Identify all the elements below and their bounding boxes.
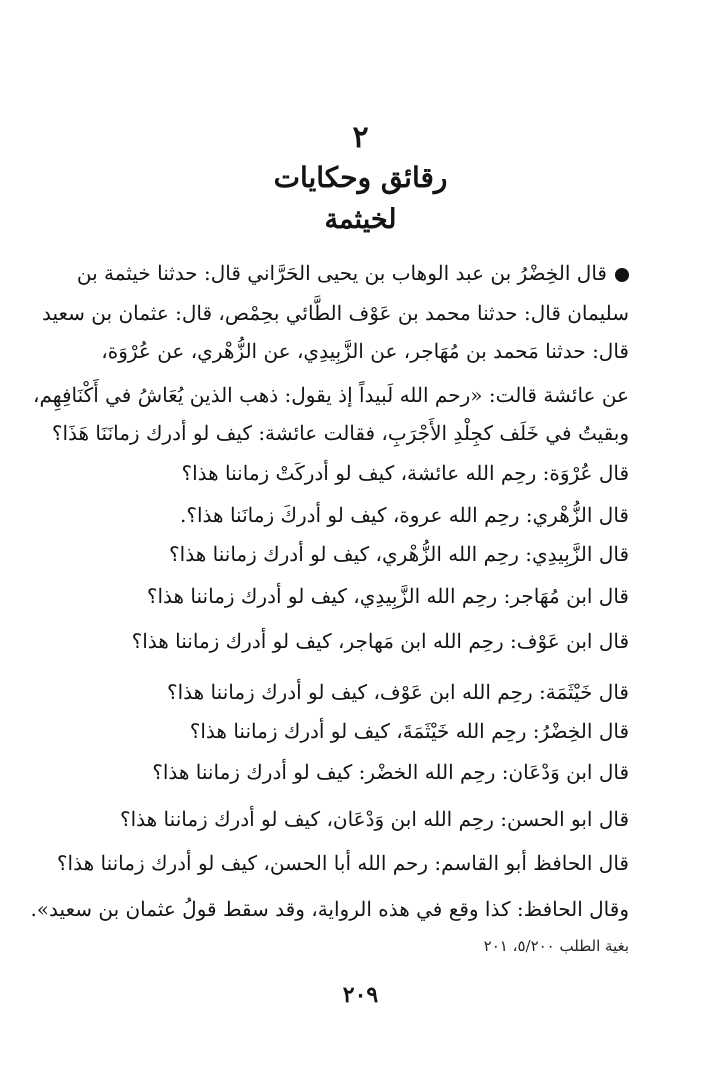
text-line: قال عُرْوَة: رحِم الله عائشة، كيف لو أدركَتْ زماننا هذا؟ <box>181 461 629 485</box>
chapter-number: ٢ <box>352 120 369 155</box>
text-line: قال الحافظ أبو القاسم: رحم الله أبا الحسن، كيف لو أدرك زماننا هذا؟ <box>56 851 629 875</box>
text-line: قال ابن وَدْعَان: رحِم الله الخضْر: كيف لو أدرك زماننا هذا؟ <box>152 760 629 784</box>
text-line: قال ابن مُهَاجر: رحِم الله الزَّبِيدِي، كيف لو أدرك زماننا هذا؟ <box>146 584 629 608</box>
footnote: بغية الطلب ٥/٢٠٠، ٢٠١ <box>483 937 629 955</box>
text-line: عن عائشة قالت: «رحم الله لَبيداً إذ يقول: ذهب الذين يُعَاشُ في أَكْنَافِهِم، <box>33 383 629 407</box>
text-line: قال الخِضْرُ: رحِم الله خَيْثَمَةَ، كيف لو أدرك زماننا هذا؟ <box>189 719 629 743</box>
text-line: قال الزُّهْري: رحِم الله عروة، كيف لو أدركَ زمانَنا هذا؟. <box>180 503 629 527</box>
text-line: قال ابو الحسن: رحِم الله ابن وَدْعَان، كيف لو أدرك زماننا هذا؟ <box>119 807 629 831</box>
text-line: وقال الحافظ: كذا وقع في هذه الرواية، وقد سقط قولُ عثمان بن سعيد». <box>30 897 629 921</box>
text-line: وبقيتُ في خَلَف كجِلْدِ الأَجْرَبِ، فقالت عائشة: كيف لو أدرك زمانَنَا هَذَا؟ <box>51 421 629 445</box>
text-line-content: قال الخِضْرُ بن عبد الوهاب بن يحيى الحَرَّاني قال: حدثنا خيثمة بن <box>76 261 607 285</box>
page-number: ٢٠٩ <box>342 982 379 1008</box>
text-line: سليمان قال: حدثنا محمد بن عَوْف الطَّائي بحِمْص، قال: عثمان بن سعيد <box>42 301 629 325</box>
text-line: قال الزَّبِيدِي: رحِم الله الزُّهْري، كيف لو أدرك زماننا هذا؟ <box>169 542 629 566</box>
text-line: قال خَيْثَمَة: رحِم الله ابن عَوْف، كيف لو أدرك زماننا هذا؟ <box>166 680 629 704</box>
text-line: قال: حدثنا مَحمد بن مُهَاجر، عن الزَّبِيدِي، عن الزُّهْري، عن عُرْوَة، <box>101 339 629 363</box>
text-line: قال ابن عَوْف: رحِم الله ابن مَهاجر، كيف لو أدرك زماننا هذا؟ <box>131 629 629 653</box>
text-line <box>76 258 629 288</box>
chapter-subtitle: لخيثمة <box>324 204 397 235</box>
bullet-icon <box>615 268 629 282</box>
chapter-title: رقائق وحكايات <box>273 161 448 194</box>
